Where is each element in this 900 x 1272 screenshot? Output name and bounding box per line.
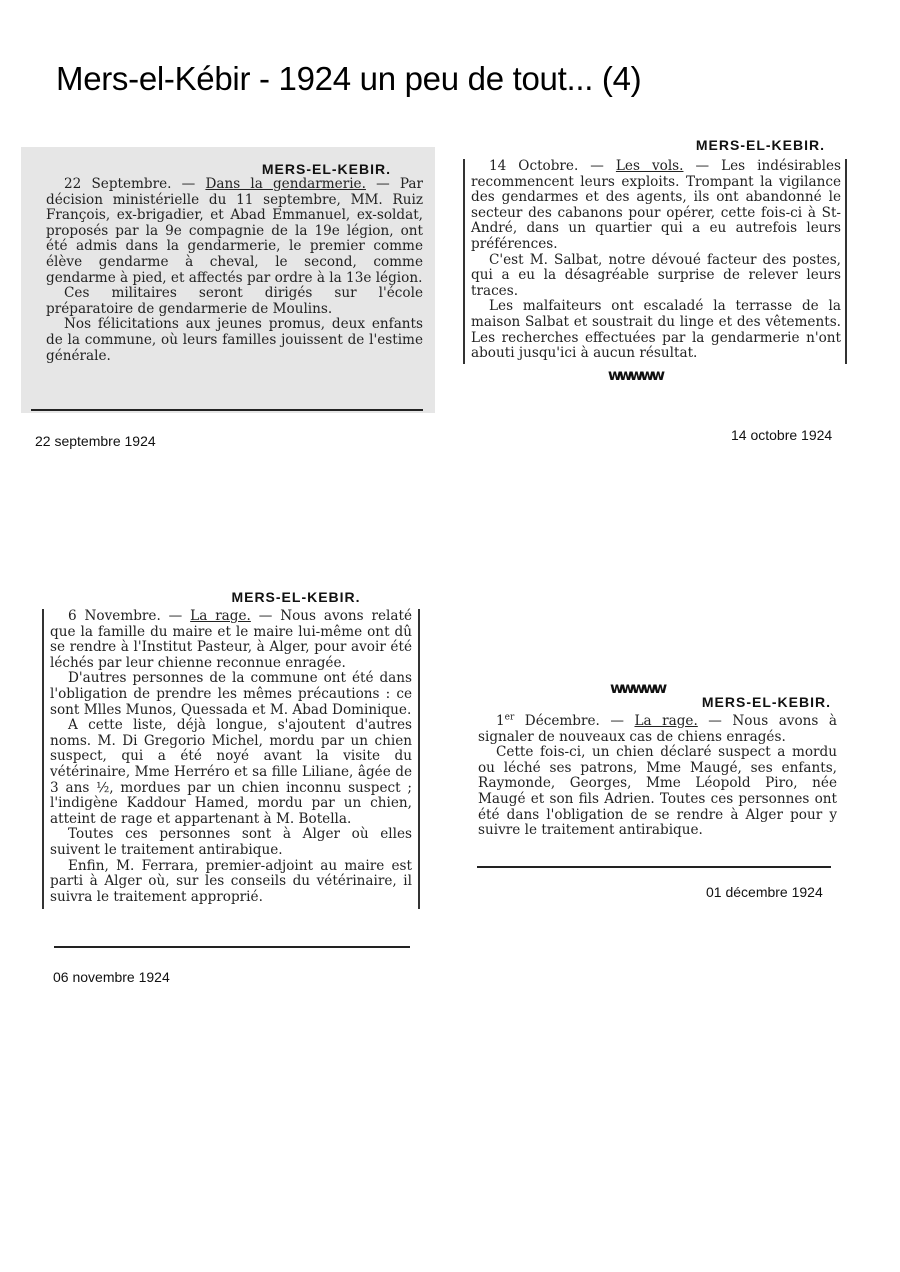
- article-date: 1: [496, 713, 505, 729]
- clipping-article: [471, 159, 841, 362]
- article-date: Décembre. —: [514, 713, 635, 729]
- article-text: — Nous avons relaté que la famille du maire et le maire lui-même ont dû se rendre à l'Institut Pasteur, à Alger, pour avoir été léchés par leur chienne reconnue enragée.: [50, 608, 413, 671]
- clipping-date-caption: 22 septembre 1924: [35, 433, 156, 449]
- article-text: — Nous avons à signaler de nouveaux cas de chiens enragés.: [478, 713, 837, 745]
- article-paragraph: [478, 714, 837, 745]
- clipping-date-caption: 01 décembre 1924: [706, 884, 823, 900]
- article-paragraph: [46, 177, 423, 286]
- news-clipping-14-october: [455, 137, 853, 425]
- clipping-heading: MERS-EL-KEBIR.: [701, 694, 831, 710]
- article-paragraph: [50, 609, 412, 671]
- clipping-heading: MERS-EL-KEBIR.: [695, 137, 825, 153]
- article-paragraph: D'autres personnes de la commune ont été dans l'obligation de prendre les mêmes précautions : ce sont Mlles Munos, Quessada et M. Abad Dominique.: [50, 670, 412, 718]
- page-title: Mers-el-Kébir - 1924 un peu de tout... (4): [56, 60, 642, 97]
- article-rubric: Dans la gendarmerie.: [205, 176, 366, 192]
- article-paragraph: C'est M. Salbat, notre dévoué facteur des postes, qui a eu la désagréable surprise de relever leurs traces.: [471, 251, 841, 299]
- separator-rule: [477, 866, 831, 868]
- clipping-date-caption: 06 novembre 1924: [53, 969, 170, 985]
- clipping-article: [478, 714, 837, 839]
- clipping-date-caption: 14 octobre 1924: [731, 427, 833, 443]
- ornament-squiggle: wwwww: [610, 679, 665, 697]
- news-clipping-6-november: [42, 589, 424, 945]
- article-paragraph: Nos félicitations aux jeunes promus, deux enfants de la commune, où leurs familles jouissent de l'estime générale.: [46, 316, 423, 364]
- article-paragraph: Enfin, M. Ferrara, premier-adjoint au maire est parti à Alger où, sur les conseils du vétérinaire, il suivra le traitement approprié.: [50, 857, 412, 905]
- article-date-superscript: er: [504, 712, 515, 723]
- article-paragraph: [471, 159, 841, 253]
- article-text: — Par décision ministérielle du 11 septembre, MM. Ruiz François, ex-brigadier, et Abad Emmanuel, ex-soldat, proposés par la 9e compagnie de la 19e légion, ont été admis dans la gendarmerie, le premier comme élève gendarme à cheval, le second, comme gendarme à pied, et affectés par ordre à la 13e légion.: [46, 176, 423, 286]
- article-rubric: La rage.: [634, 713, 698, 729]
- article-date: 22 Septembre. —: [64, 176, 206, 192]
- clipping-heading: MERS-EL-KEBIR.: [231, 589, 361, 605]
- clipping-heading: MERS-EL-KEBIR.: [261, 161, 391, 177]
- clipping-article: [46, 177, 423, 364]
- article-date: 14 Octobre. —: [489, 158, 616, 174]
- news-clipping-22-september: [21, 147, 435, 413]
- clipping-article: [50, 609, 412, 905]
- article-rubric: La rage.: [190, 608, 251, 624]
- ornament-squiggle: wwwww: [607, 365, 663, 384]
- separator-rule: [54, 946, 410, 948]
- article-paragraph: A cette liste, déjà longue, s'ajoutent d'autres noms. M. Di Gregorio Michel, mordu par un chien suspect, qui a été noyé avant la visite du vétérinaire, Mme Herréro et sa fille Liliane, âgée de 3 ans ½, mordues par un chien inconnu suspect ; l'indigène Kaddour Hamed, mordu par un chien, atteint de rage et appartenant à M. Botella.: [50, 717, 412, 827]
- separator-rule: [31, 409, 423, 411]
- article-rubric: Les vols.: [615, 158, 684, 174]
- news-clipping-1-december: [475, 679, 837, 878]
- article-paragraph: Les malfaiteurs ont escaladé la terrasse de la maison Salbat et soustrait du linge et des vêtements. Les recherches effectuées par la gendarmerie n'ont abouti jusqu'ici à aucun résultat.: [471, 298, 841, 362]
- article-paragraph: Toutes ces personnes sont à Alger où elles suivent le traitement antirabique.: [50, 826, 412, 858]
- article-date: 6 Novembre. —: [68, 608, 191, 624]
- article-text: — Les indésirables recommencent leurs exploits. Trompant la vigilance des gendarmes et des agents, ils ont abandonné le secteur des cabanons pour opérer, cette fois-ci à St-André, dans un quartier qui a eu autrefois leurs préférences.: [471, 158, 842, 252]
- article-paragraph: Ces militaires seront dirigés sur l'école préparatoire de gendarmerie de Moulins.: [46, 285, 423, 317]
- article-paragraph: Cette fois-ci, un chien déclaré suspect a mordu ou léché ses patrons, Mme Maugé, ses enfants, Raymonde, Georges, Mme Léopold Piro, née Maugé et son fils Adrien. Toutes ces personnes ont été dans l'obligation de se rendre à Alger pour y suivre le traitement antirabique.: [478, 744, 837, 839]
